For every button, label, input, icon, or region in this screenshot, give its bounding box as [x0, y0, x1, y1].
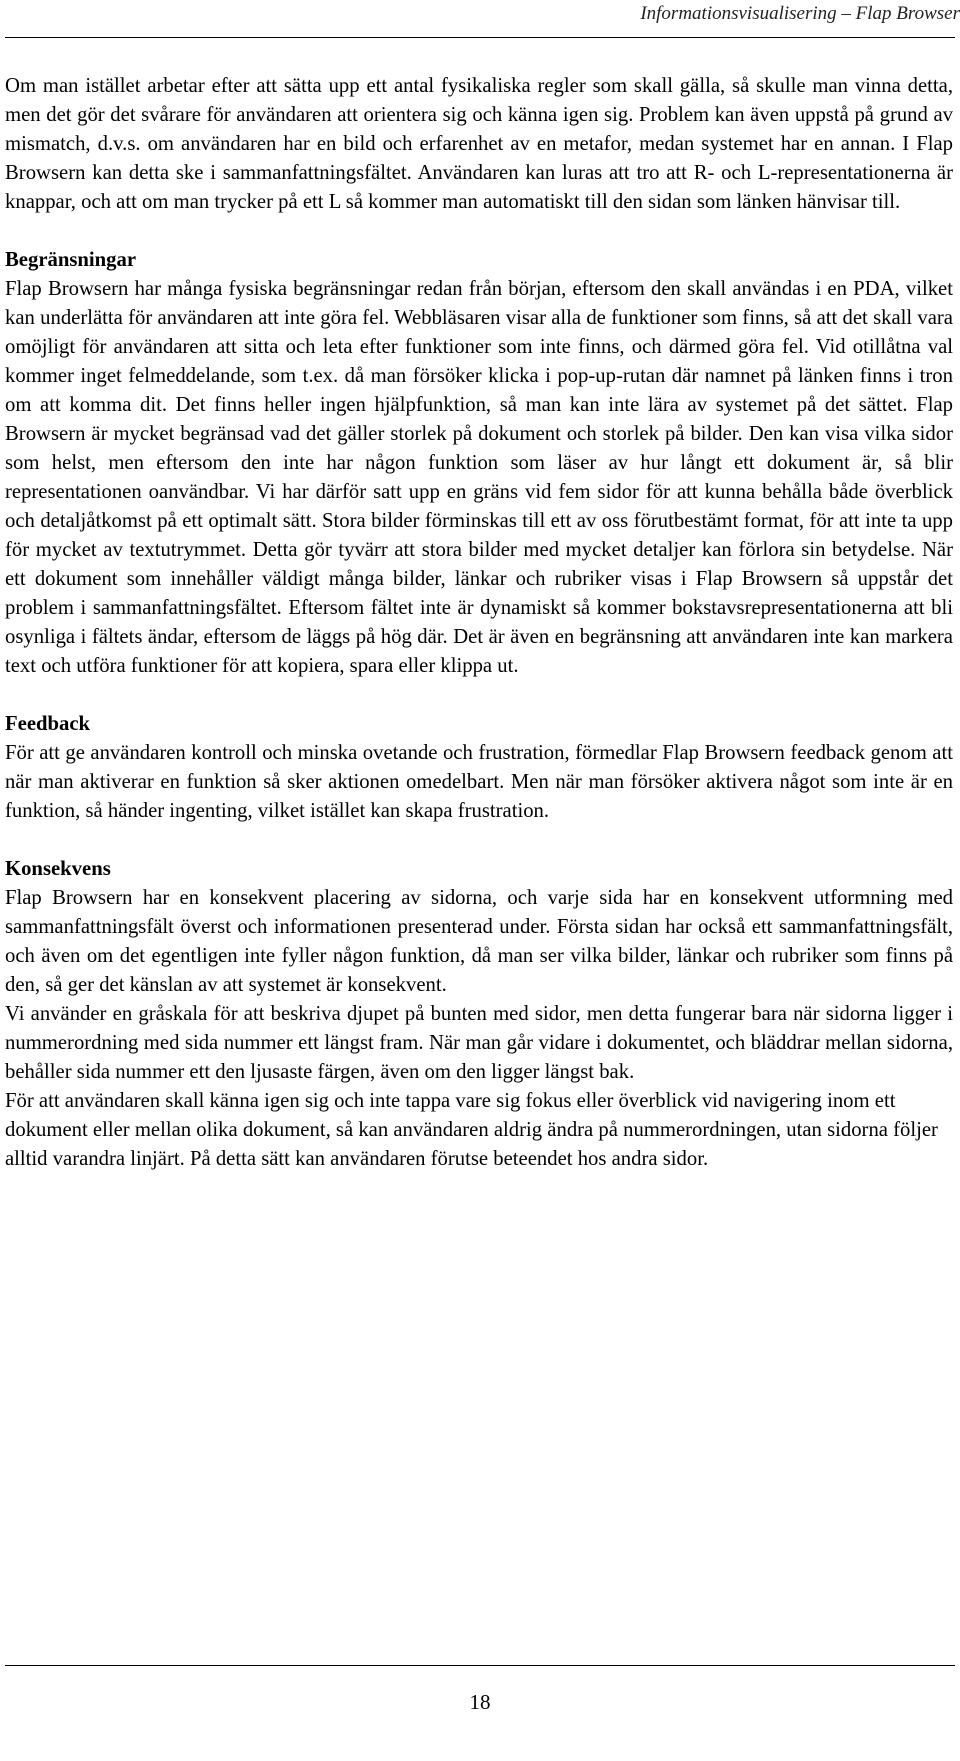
section-paragraph: Flap Browsern har en konsekvent placering av sidorna, och varje sida har en konsekvent utformning med sammanfattningsfält överst och informationen presenterad under. Första sidan har också ett sammanfattningsfält, och även om det egentligen inte fyller någon funktion, då man ser vilka bilder, länkar och rubriker som finns på den, så ger det känslan av att systemet är konsekvent.	[5, 887, 953, 996]
header-divider	[5, 37, 955, 38]
section-spacer	[5, 681, 953, 710]
footer-divider	[5, 1665, 955, 1666]
section-paragraph: För att ge användaren kontroll och minska ovetande och frustration, förmedlar Flap Browsern feedback genom att när man aktiverar en funktion så sker aktionen omedelbart. Men när man försöker aktivera något som inte är en funktion, så händer ingenting, vilket istället kan skapa frustration.	[5, 742, 953, 822]
document-body	[5, 72, 953, 1174]
section-heading-konsekvens: Konsekvens	[5, 858, 111, 880]
intro-paragraph: Om man istället arbetar efter att sätta upp ett antal fysikaliska regler som skall gälla, så skulle man vinna detta, men det gör det svårare för användaren att orientera sig och känna igen sig. Problem kan även uppstå på grund av mismatch, d.v.s. om användaren har en bild och erfarenhet av en metafor, medan systemet har en annan. I Flap Browsern kan detta ske i sammanfattningsfältet. Användaren kan luras att tro att R- och L-representationerna är knappar, och att om man trycker på ett L så kommer man automatiskt till den sidan som länken hänvisar till.	[5, 75, 953, 213]
section-spacer	[5, 826, 953, 855]
section-heading-begransningar: Begränsningar	[5, 249, 137, 271]
section-paragraph: För att användaren skall känna igen sig och inte tappa vare sig fokus eller överblick vid navigering inom ett dokument eller mellan olika dokument, så kan användaren aldrig ändra på nummerordningen, utan sidorna följer alltid varandra linjärt. På detta sätt kan användaren förutse beteendet hos andra sidor.	[5, 1090, 938, 1170]
section-paragraph: Vi använder en gråskala för att beskriva djupet på bunten med sidor, men detta fungerar bara när sidorna ligger i nummerordning med sida nummer ett längst fram. När man går vidare i dokumentet, och bläddrar mellan sidorna, behåller sida nummer ett den ljusaste färgen, även om den ligger längst bak.	[5, 1003, 953, 1083]
section-spacer	[5, 217, 953, 246]
section-paragraph: Flap Browsern har många fysiska begränsningar redan från början, eftersom den skall användas i en PDA, vilket kan underlätta för användaren att inte göra fel. Webbläsaren visar alla de funktioner som finns, så att det skall vara omöjligt för användaren att sitta och leta efter funktioner som inte finns, och därmed göra fel. Vid otillåtna val kommer inget felmeddelande, som t.ex. då man försöker klicka i pop-up-rutan där namnet på länken finns i tron om att komma dit. Det finns heller ingen hjälpfunktion, så man kan inte lära av systemet på det sättet. Flap Browsern är mycket begränsad vad det gäller storlek på dokument och storlek på bilder. Den kan visa vilka sidor som helst, men eftersom den inte har någon funktion som läser av hur långt ett dokument är, så blir representationen oanvändbar. Vi har därför satt upp en gräns vid fem sidor för att kunna behålla både överblick och detaljåtkomst på ett optimalt sätt. Stora bilder förminskas till ett av oss förutbestämt format, för att inte ta upp för mycket av textutrymmet. Detta gör tyvärr att stora bilder med mycket detaljer kan förlora sin betydelse. När ett dokument som innehåller väldigt många bilder, länkar och rubriker visas i Flap Browsern så uppstår det problem i sammanfattningsfältet. Eftersom fältet inte är dynamiskt så kommer bokstavsrepresentationerna att bli osynliga i fältets ändar, eftersom de läggs på hög där. Det är även en begränsning att användaren inte kan markera text och utföra funktioner för att kopiera, spara eller klippa ut.	[5, 278, 953, 677]
running-header: Informationsvisualisering – Flap Browser	[640, 3, 960, 24]
page-number: 18	[469, 1690, 491, 1714]
section-heading-feedback: Feedback	[5, 713, 91, 735]
